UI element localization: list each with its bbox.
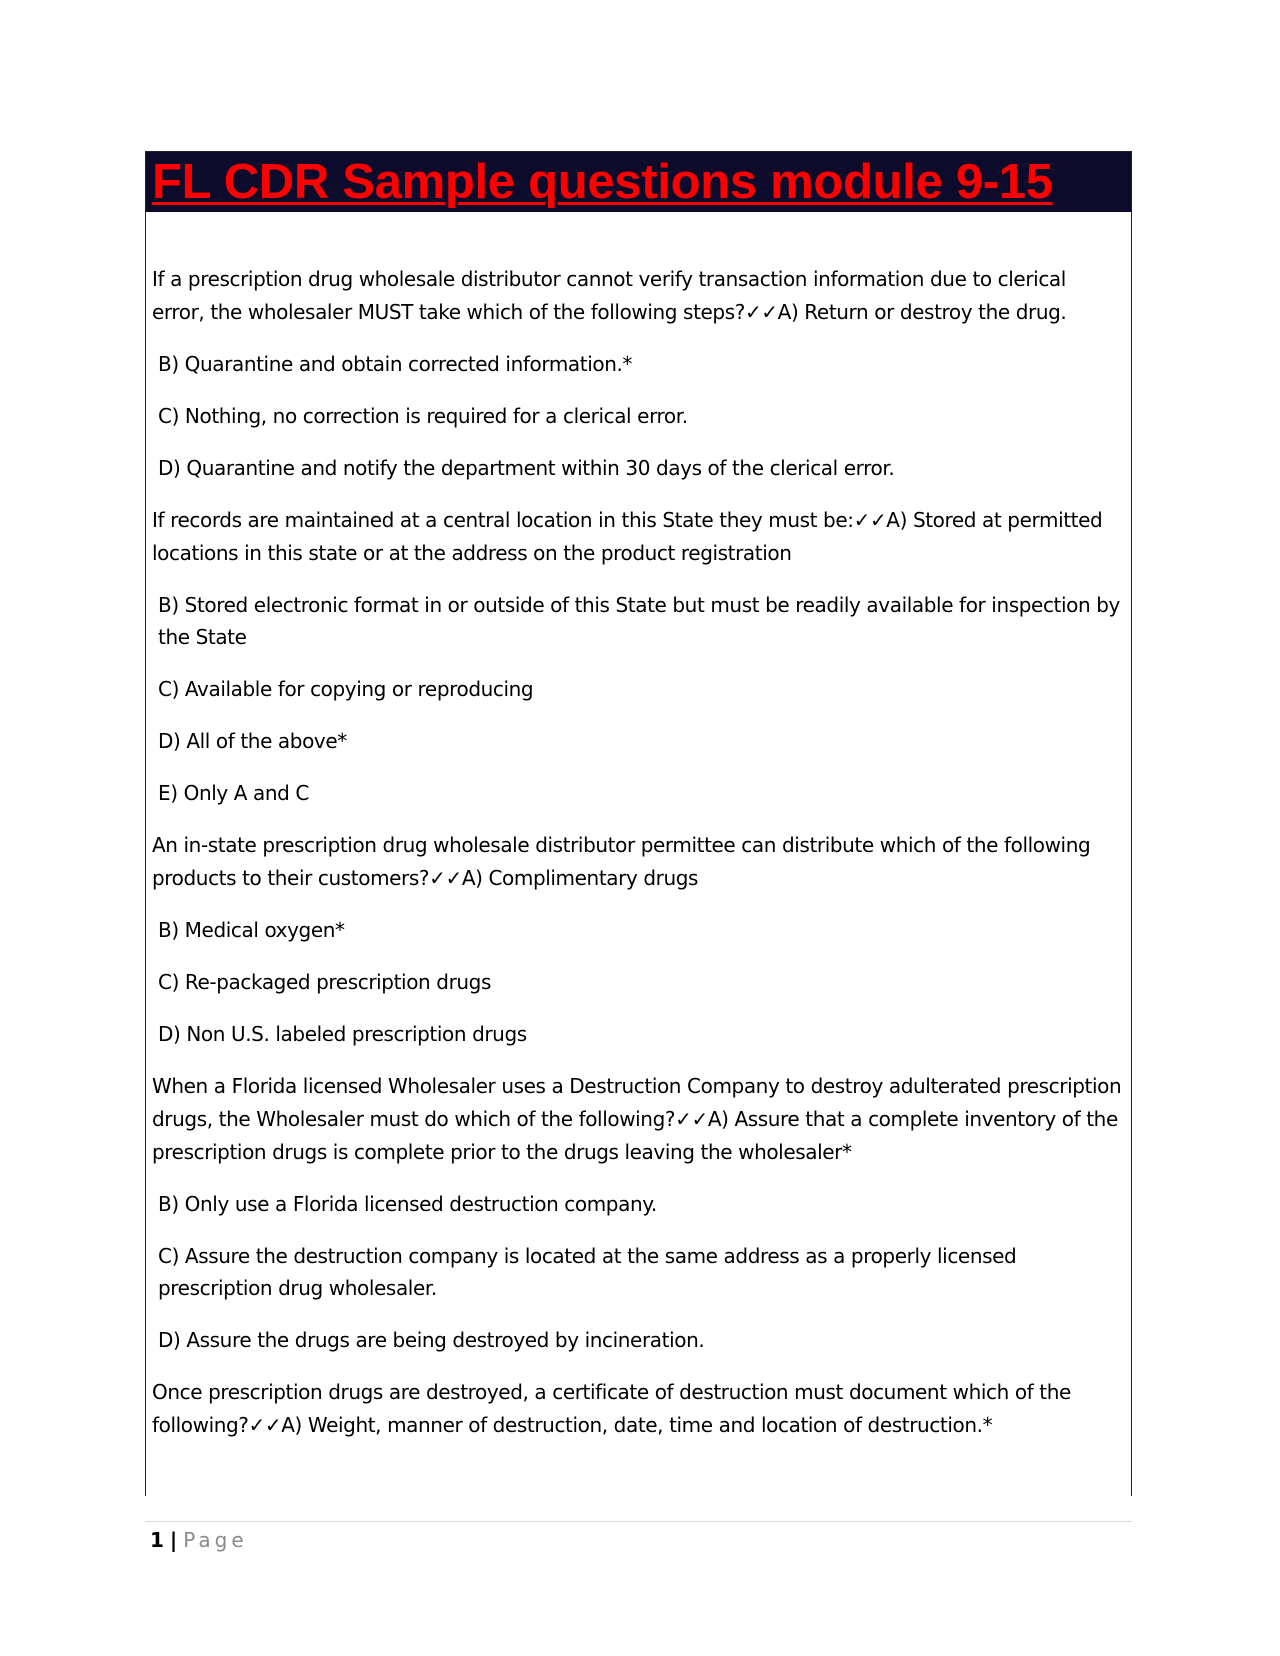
page-label: Page [183, 1528, 248, 1552]
question-3-option-b: B) Medical oxygen* [158, 918, 345, 942]
page-separator: | [169, 1528, 178, 1552]
question-5: Once prescription drugs are destroyed, a certificate of destruction must document which of the following?✓✓A) Weight, manner of destruction, date, time and location of destruction.* [152, 1380, 1071, 1437]
document-page-frame [145, 151, 1132, 1496]
question-2-option-c: C) Available for copying or reproducing [158, 677, 534, 701]
question-2-option-b: B) Stored electronic format in or outside of this State but must be readily available for inspection by the State [158, 593, 1120, 649]
footer-divider [145, 1521, 1132, 1522]
question-1: If a prescription drug wholesale distributor cannot verify transaction information due to clerical error, the wholesaler MUST take which of the following steps?✓✓A) Return or destroy the drug. [152, 267, 1067, 324]
question-4: When a Florida licensed Wholesaler uses a Destruction Company to destroy adulterated prescription drugs, the Wholesaler must do which of the following?✓✓A) Assure that a complete inventory of the prescription drugs is complete prior to the drugs leaving the wholesaler* [152, 1074, 1122, 1164]
page-number: 1 [150, 1528, 164, 1552]
question-4-option-d: D) Assure the drugs are being destroyed by incineration. [158, 1328, 705, 1352]
question-1-option-b: B) Quarantine and obtain corrected information.* [158, 352, 633, 376]
question-3-option-c: C) Re-packaged prescription drugs [158, 970, 491, 994]
page-footer [150, 1525, 248, 1555]
question-1-option-c: C) Nothing, no correction is required for a clerical error. [158, 404, 688, 428]
question-3-option-d: D) Non U.S. labeled prescription drugs [158, 1022, 527, 1046]
question-3: An in-state prescription drug wholesale distributor permittee can distribute which of the following products to their customers?✓✓A) Complimentary drugs [152, 833, 1091, 890]
question-1-option-d: D) Quarantine and notify the department within 30 days of the clerical error. [158, 456, 895, 480]
document-title: FL CDR Sample questions module 9-15 [152, 155, 1053, 209]
question-2: If records are maintained at a central location in this State they must be:✓✓A) Stored at permitted locations in this state or at the address on the product registration [152, 508, 1103, 565]
document-body [152, 263, 1122, 1461]
question-4-option-c: C) Assure the destruction company is located at the same address as a properly licensed prescription drug wholesaler. [158, 1244, 1017, 1300]
question-2-option-d: D) All of the above* [158, 729, 347, 753]
title-bar [146, 152, 1131, 212]
question-2-option-e: E) Only A and C [158, 781, 309, 805]
question-4-option-b: B) Only use a Florida licensed destruction company. [158, 1192, 657, 1216]
